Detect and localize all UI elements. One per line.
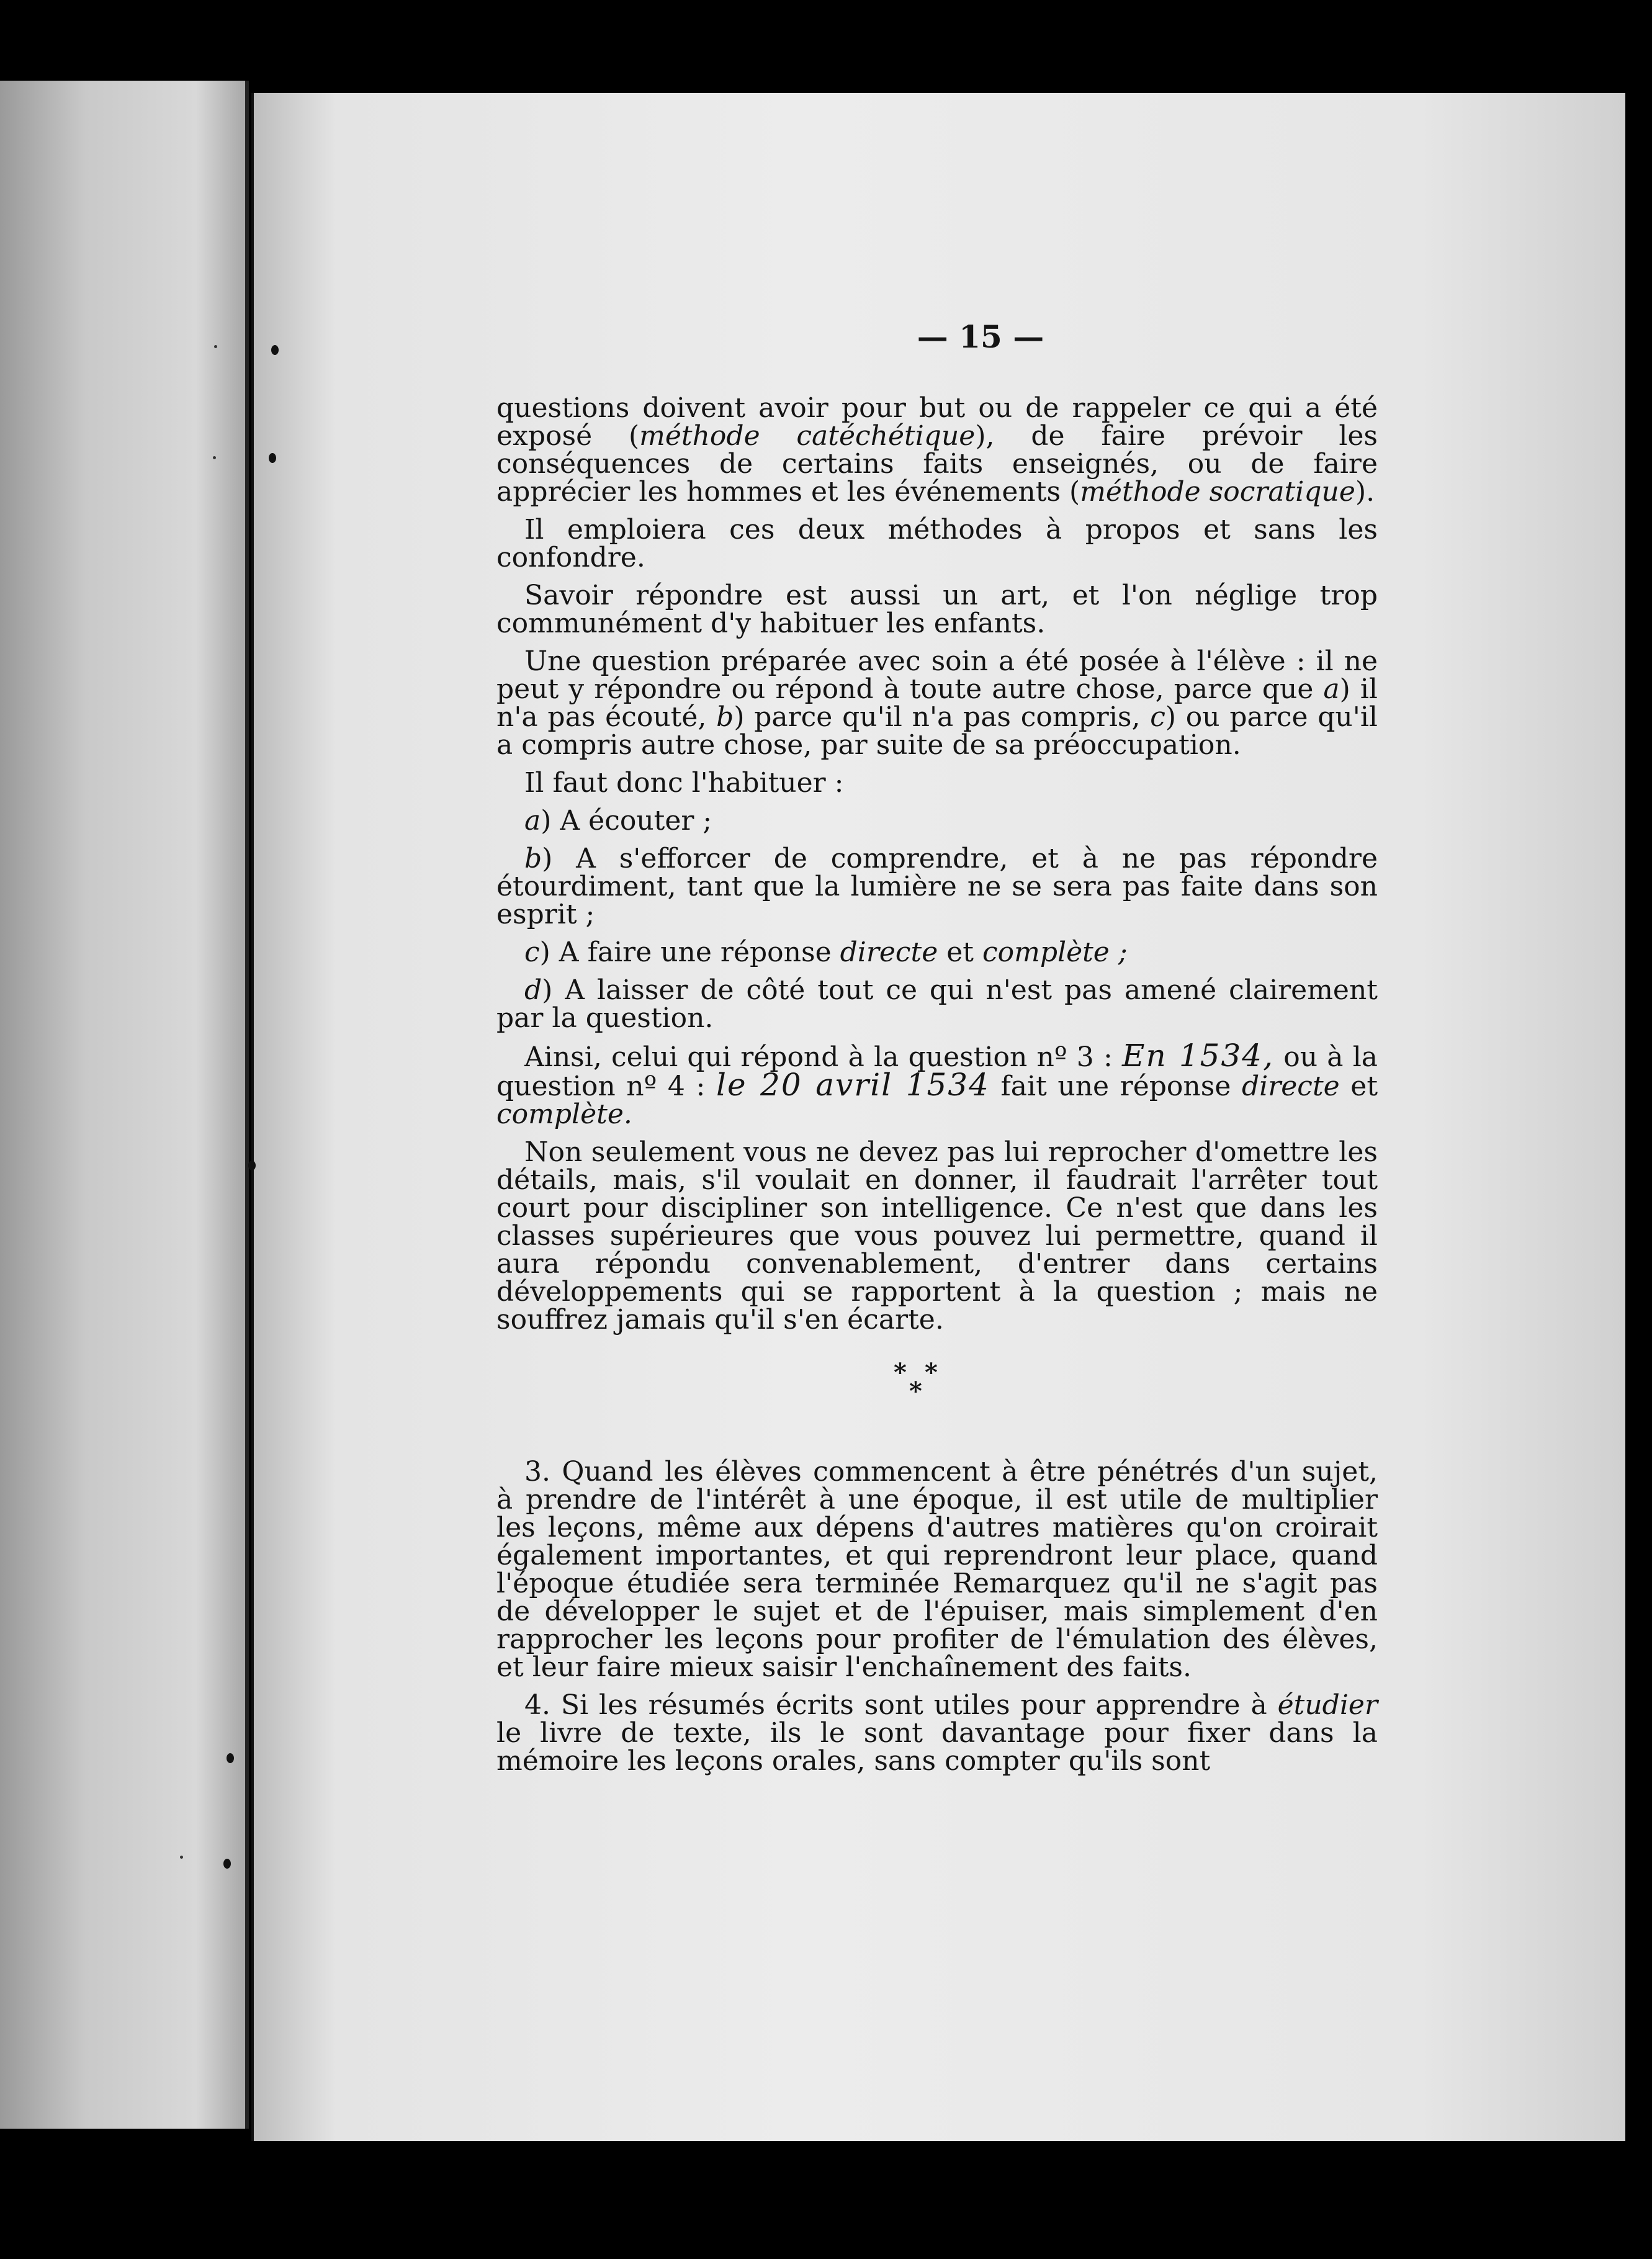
asterism-star: * [925,1358,938,1387]
paragraph-4: Une question préparée avec soin a été posée à l'élève : il ne peut y répondre ou répond à toute autre chose, parce que a) il n'a pas écouté, b) parce qu'il n'a pas compris, c) ou parce qu'il a compris autre chose, par suite de sa préoccupation. [496,645,1378,761]
page-number: — 15 — [917,318,1044,355]
list-item-c: c) A faire une réponse directe et complète ; [524,936,1128,968]
speck [214,345,217,348]
paragraph-7: Non seulement vous ne devez pas lui reprocher d'omettre les détails, mais, s'il voulait en donner, il faudrait l'arrêter tout court pour discipliner son intelligence. Ce n'est que dans les classes supérieures que vous pouvez lui permettre, quand il aura répondu convenablement, d'entrer dans certains développements qui se rapportent à la question ; mais ne souffrez jamais qu'il s'en écarte. [496,1136,1378,1336]
binding-hole [269,453,276,463]
text-block [496,318,1378,1785]
paragraph-8: 3. Quand les élèves commencent à être pénétrés d'un sujet, à prendre de l'intérêt à une époque, il est utile de multiplier les leçons, même aux dépens d'autres matières qu'on croirait également importantes, et qui reprendront leur place, quand l'époque étudiée sera terminée Remarquez qu'il ne s'agit pas de développer le sujet et de l'épuiser, mais simplement d'en rapprocher les leçons pour profiter de l'émulation des élèves, et leur faire mieux saisir l'enchaînement des faits. [496,1456,1378,1683]
paragraph-1: questions doivent avoir pour but ou de rappeler ce qui a été exposé (méthode catéchétique), de faire prévoir les conséquences de certains faits enseignés, ou de faire apprécier les hommes et les événements (méthode socratique). [496,392,1378,508]
left-page-edge [0,81,249,2129]
list-item-d: d) A laisser de côté tout ce qui n'est pas amené clairement par la question. [496,974,1378,1034]
asterism-star: * [894,1358,907,1387]
paragraph-5: Il faut donc l'habituer : [524,767,844,799]
binding-hole [248,1161,256,1170]
paragraph-9: 4. Si les résumés écrits sont utiles pour apprendre à étudier le livre de texte, ils le sont davantage pour fixer dans la mémoire les leçons orales, sans compter qu'ils sont [496,1689,1378,1777]
list-item-b: b) A s'efforcer de comprendre, et à ne pas répondre étourdiment, tant que la lumière ne se sera pas faite dans son esprit ; [496,843,1378,930]
paragraph-3: Savoir répondre est aussi un art, et l'on néglige trop communément d'y habituer les enfants. [496,580,1378,639]
binding-hole [271,345,279,355]
binding-hole [223,1859,231,1869]
list-item-a: a) A écouter ; [524,805,712,837]
binding-hole [227,1753,234,1763]
speck [213,456,216,459]
asterism [496,1359,1378,1427]
speck [180,1856,183,1859]
paragraph-2: Il emploiera ces deux méthodes à propos et sans les confondre. [496,514,1378,573]
asterism-star: * [909,1377,922,1406]
paragraph-6: Ainsi, celui qui répond à la question nº 3 : En 1534, ou à la question nº 4 : le 20 avril 1534 fait une réponse directe et complète. [496,1038,1378,1130]
